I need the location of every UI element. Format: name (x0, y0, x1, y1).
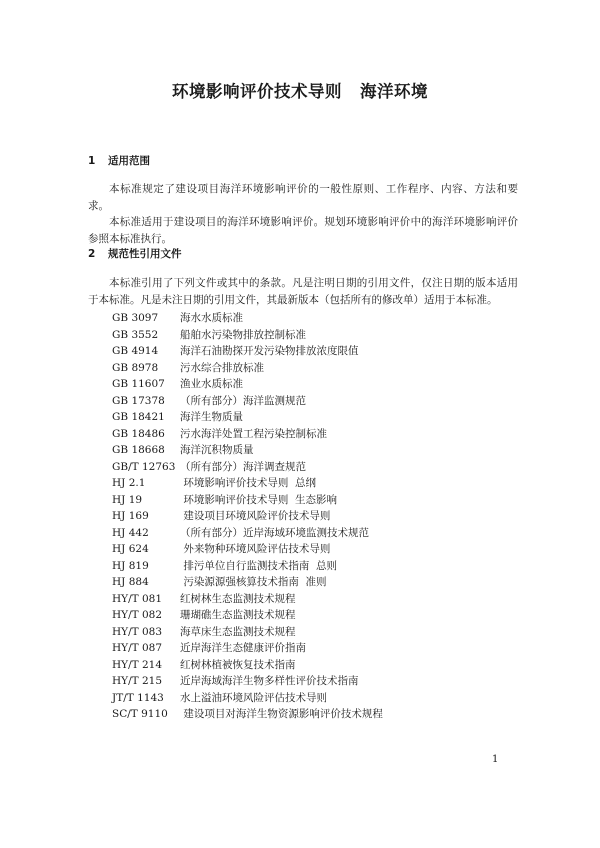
reference-title: 海水水质标准 (180, 312, 243, 324)
reference-code: GB 4914 (112, 345, 159, 357)
reference-code: GB/T 12763 (112, 460, 176, 473)
reference-title: 建设项目环境风险评价技术导则 (180, 510, 331, 522)
reference-code: HJ 884 (112, 576, 149, 588)
section-title: 适用范围 (108, 155, 150, 167)
reference-code: SC/T 9110 (112, 708, 168, 720)
reference-item (112, 459, 532, 476)
section-heading-1 (88, 153, 150, 168)
reference-title: 污水综合排放标准 (180, 361, 264, 374)
reference-item (112, 690, 532, 707)
reference-item (112, 426, 532, 443)
reference-item (112, 558, 532, 575)
paragraph: 本标准引用了下列文件或其中的条款。凡是注明日期的引用文件，仅注日期的版本适用于本标准。凡是未注日期的引用文件，其最新版本（包括所有的修改单）适用于本标准。 (88, 277, 518, 306)
reference-item (112, 640, 532, 657)
reference-code: HJ 442 (112, 526, 149, 539)
reference-title: 外来物种环境风险评估技术导则 (180, 543, 331, 555)
reference-item (112, 541, 532, 558)
reference-item (112, 475, 532, 492)
reference-item (112, 624, 532, 641)
reference-title: 近岸海洋生态健康评价指南 (180, 642, 306, 654)
reference-title: 红树林植被恢复技术指南 (180, 658, 296, 671)
title-main: 环境影响评价技术导则 (172, 82, 342, 101)
page-title (0, 78, 600, 102)
reference-item (112, 508, 532, 525)
reference-item (112, 591, 532, 608)
reference-code: HJ 819 (112, 559, 149, 572)
reference-code: HJ 2.1 (112, 477, 146, 489)
reference-code: GB 18421 (112, 411, 165, 423)
reference-list (112, 310, 532, 723)
reference-item (112, 492, 532, 509)
reference-code: HY/T 087 (112, 642, 163, 654)
reference-code: HY/T 083 (112, 625, 163, 638)
reference-item (112, 327, 532, 344)
reference-item (112, 376, 532, 393)
reference-item (112, 574, 532, 591)
reference-title: 海洋石油勘探开发污染物排放浓度限值 (180, 345, 359, 357)
section-1-body (88, 181, 518, 247)
reference-code: HJ 19 (112, 493, 143, 506)
reference-item (112, 706, 532, 723)
reference-title: 渔业水质标准 (180, 378, 243, 390)
reference-code: GB 18668 (112, 444, 165, 456)
section-number: 2 (88, 248, 96, 260)
reference-code: HJ 624 (112, 543, 149, 555)
reference-code: JT/T 1143 (112, 691, 164, 704)
section-heading-2 (88, 246, 182, 261)
reference-title: 污染源源强核算技术指南 准则 (180, 576, 327, 588)
reference-title: （所有部分）海洋调查规范 (180, 460, 306, 473)
reference-item (112, 360, 532, 377)
reference-item (112, 393, 532, 410)
reference-title: 海草床生态监测技术规程 (180, 625, 296, 638)
reference-title: 船舶水污染物排放控制标准 (180, 328, 306, 341)
reference-title: 水上溢油环境风险评估技术导则 (180, 691, 327, 704)
reference-title: 建设项目对海洋生物资源影响评价技术规程 (180, 708, 383, 720)
reference-title: 海洋生物质量 (180, 411, 243, 423)
reference-code: HY/T 215 (112, 675, 163, 687)
reference-code: GB 17378 (112, 394, 165, 407)
reference-title: 环境影响评价技术导则 总纲 (180, 477, 317, 489)
title-sub: 海洋环境 (360, 82, 428, 101)
reference-item (112, 442, 532, 459)
section-title: 规范性引用文件 (108, 248, 182, 260)
reference-code: HY/T 214 (112, 658, 163, 671)
reference-title: （所有部分）海洋监测规范 (180, 394, 306, 407)
reference-item (112, 343, 532, 360)
reference-code: GB 3552 (112, 328, 159, 341)
reference-item (112, 673, 532, 690)
section-2-body (88, 275, 518, 308)
reference-item (112, 525, 532, 542)
reference-item (112, 310, 532, 327)
reference-title: 环境影响评价技术导则 生态影响 (180, 493, 338, 506)
paragraph: 本标准适用于建设项目的海洋环境影响评价。规划环境影响评价中的海洋环境影响评价参照本标准执行。 (88, 216, 518, 245)
paragraph: 本标准规定了建设项目海洋环境影响评价的一般性原则、工作程序、内容、方法和要求。 (88, 183, 518, 212)
reference-title: 排污单位自行监测技术指南 总则 (180, 559, 338, 572)
page-number: 1 (492, 754, 499, 765)
reference-code: HY/T 081 (112, 592, 163, 605)
reference-code: GB 11607 (112, 378, 165, 390)
reference-title: （所有部分）近岸海域环境监测技术规范 (180, 526, 369, 539)
section-number: 1 (88, 155, 96, 167)
reference-title: 污水海洋处置工程污染控制标准 (180, 427, 327, 440)
reference-title: 红树林生态监测技术规程 (180, 592, 296, 605)
reference-title: 珊瑚礁生态监测技术规程 (180, 609, 296, 621)
reference-code: GB 18486 (112, 427, 165, 440)
reference-item (112, 409, 532, 426)
reference-item (112, 657, 532, 674)
reference-code: GB 3097 (112, 312, 159, 324)
reference-title: 近岸海域海洋生物多样性评价技术指南 (180, 675, 359, 687)
reference-item (112, 607, 532, 624)
reference-code: HJ 169 (112, 510, 149, 522)
reference-code: GB 8978 (112, 361, 159, 374)
reference-title: 海洋沉积物质量 (180, 444, 254, 456)
reference-code: HY/T 082 (112, 609, 163, 621)
